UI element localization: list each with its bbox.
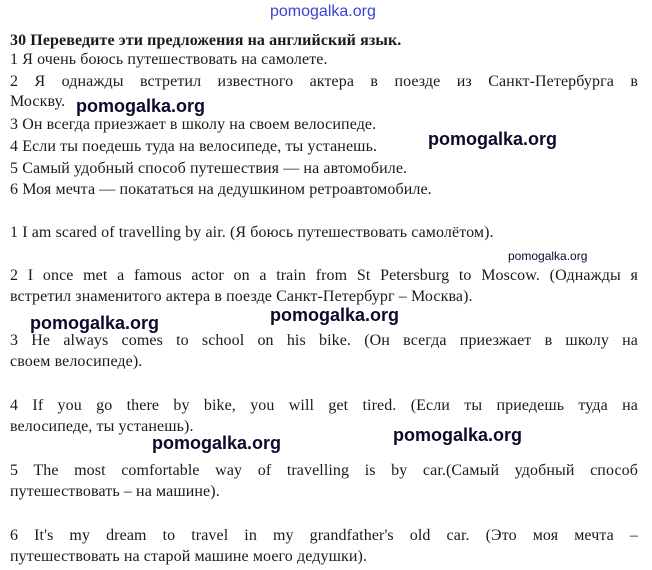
watermark-5: pomogalka.org [270,305,400,325]
watermark-7: pomogalka.org [393,425,523,445]
watermark-6: pomogalka.org [152,433,282,453]
task-line-2-cont: Москву. [10,93,66,110]
answer-2-line-2: встретил знаменитого актера в поезде Санкт-Петербург – Москва). [10,288,473,305]
watermark-top: pomogalka.org [270,3,376,20]
answer-2-line-1: 2 I once met a famous actor on a train from St Petersburg to Moscow. (Однажды я [10,267,638,284]
watermark-2: pomogalka.org [428,129,558,149]
task-line-6: 6 Моя мечта — покататься на дедушкином ретроавтомобиле. [10,181,432,198]
answer-4-line-2: велосипеде, ты устанешь). [10,418,194,435]
task-line-1: 1 Я очень боюсь путешествовать на самолете. [10,51,328,68]
answer-6-line-2: путешествовать на старой машине моего дедушки). [10,548,368,565]
task-line-5: 5 Самый удобный способ путешествия — на автомобиле. [10,160,408,177]
watermark-3: pomogalka.org [508,249,588,263]
watermark-4: pomogalka.org [30,313,160,333]
task-line-3: 3 Он всегда приезжает в школу на своем велосипеде. [10,116,377,133]
task-line-4: 4 Если ты поедешь туда на велосипеде, ты устанешь. [10,138,378,155]
task-line-2: 2 Я однажды встретил известного актера в поезде из Санкт-Петербурга в [10,73,638,90]
answer-4-line-1: 4 If you go there by bike, you will get tired. (Если ты приедешь туда на [10,397,638,414]
answer-1-line-1: 1 I am scared of travelling by air. (Я боюсь путешествовать самолётом). [10,224,494,241]
watermark-1: pomogalka.org [76,96,206,116]
answer-3-line-2: своем велосипеде). [10,353,143,370]
answer-5-line-1: 5 The most comfortable way of travelling is by car.(Самый удобный способ [10,462,638,479]
exercise-title: 30 Переведите эти предложения на английский язык. [10,32,402,49]
answer-3-line-1: 3 He always comes to school on his bike. (Он всегда приезжает в школу на [10,332,638,349]
answer-5-line-2: путешествовать – на машине). [10,483,220,500]
answer-6-line-1: 6 It's my dream to travel in my grandfather's old car. (Это моя мечта – [10,527,638,544]
